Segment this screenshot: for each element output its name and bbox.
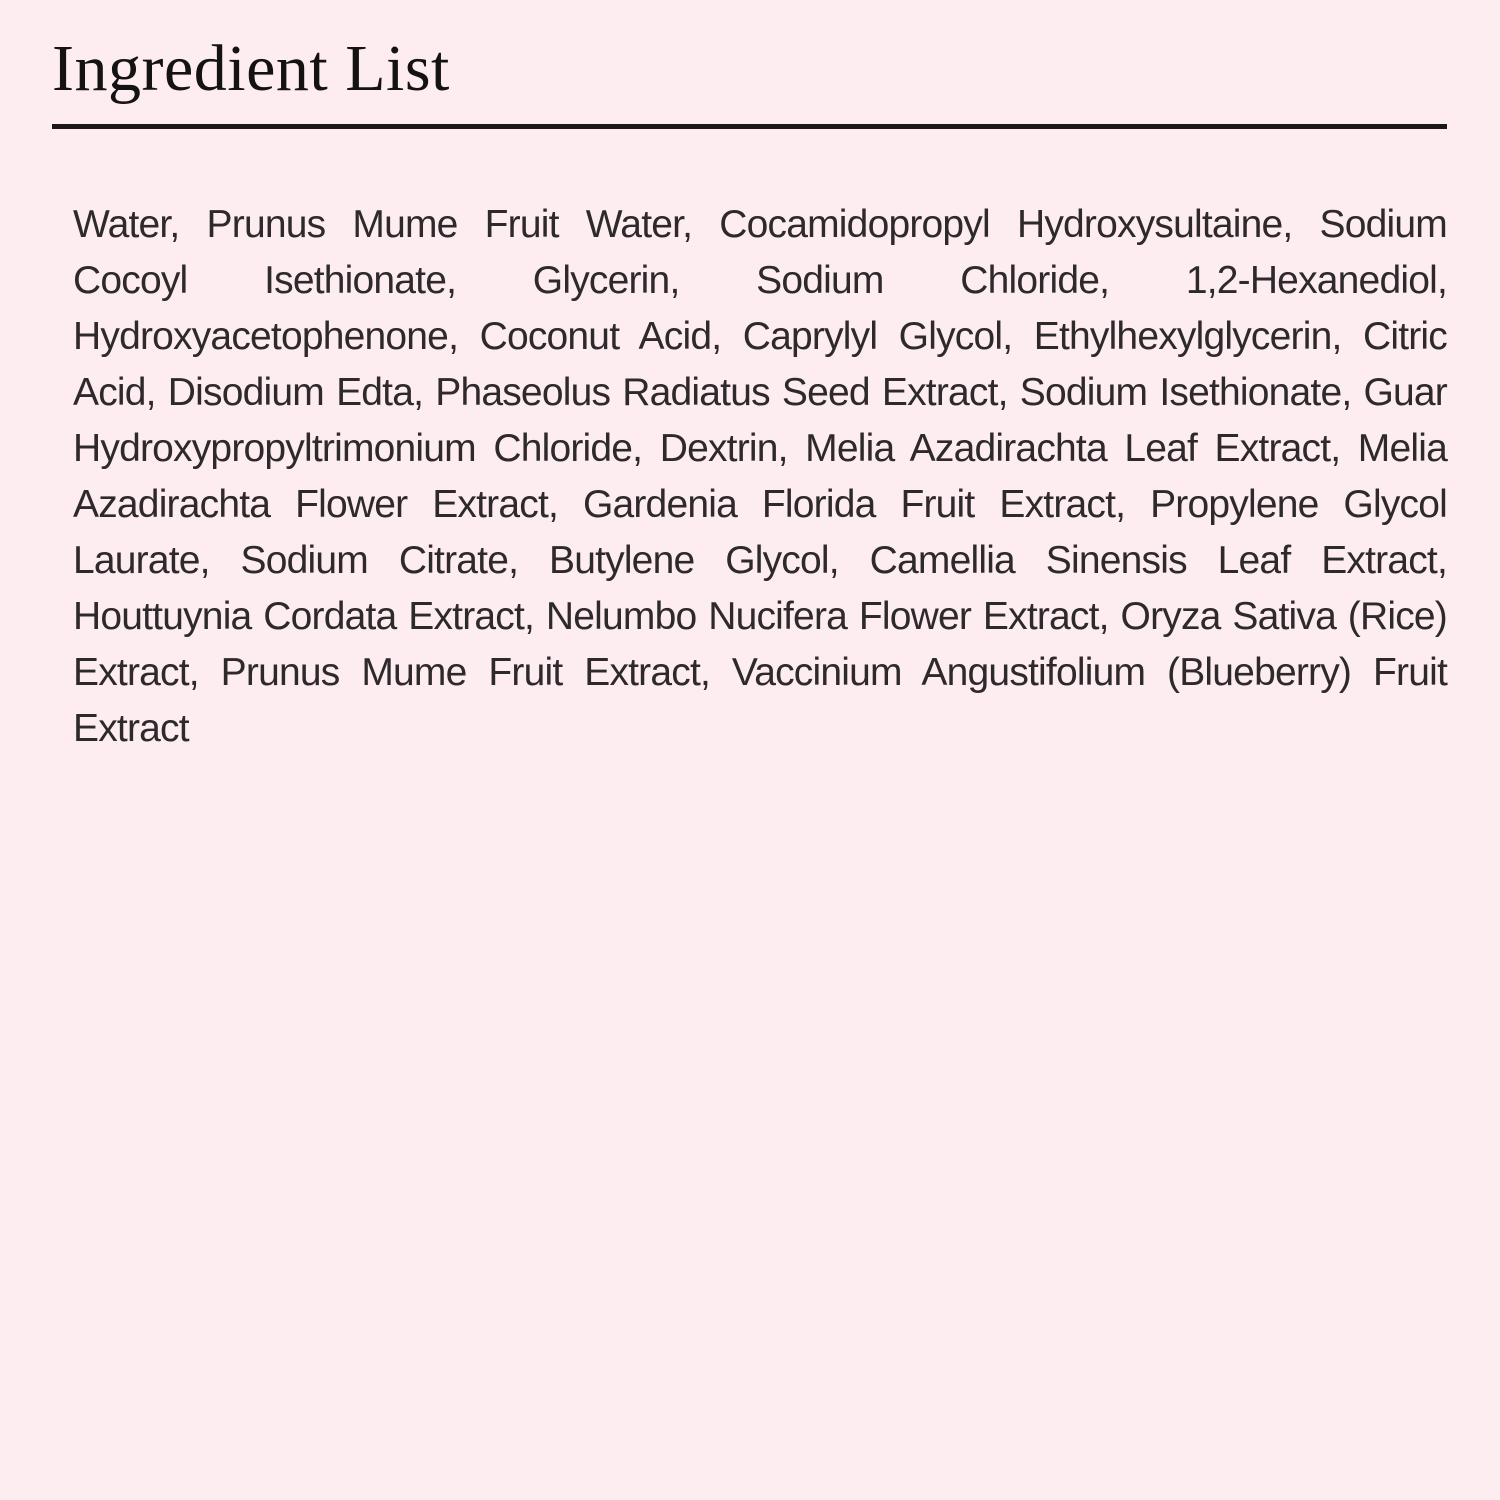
ingredients-paragraph: Water, Prunus Mume Fruit Water, Cocamidopropyl Hydroxysultaine, Sodium Cocoyl Isethionate, Glycerin, Sodium Chloride, 1,2-Hexanediol, Hydroxyacetophenone, Coconut Acid, Caprylyl Glycol, Ethylhexylglycerin, Citric Acid, Disodium Edta, Phaseolus Radiatus Seed Extract, Sodium Isethionate, Guar Hydroxypropyltrimonium Chloride, Dextrin, Melia Azadirachta Leaf Extract, Melia Azadirachta Flower Extract, Gardenia Florida Fruit Extract, Propylene Glycol Laurate, Sodium Citrate, Butylene Glycol, Camellia Sinensis Leaf Extract, Houttuynia Cordata Extract, Nelumbo Nucifera Flower Extract, Oryza Sativa (Rice) Extract, Prunus Mume Fruit Extract, Vaccinium Angustifolium (Blueberry) Fruit Extract (73, 202, 1447, 750)
title-divider (52, 124, 1447, 129)
page-title: Ingredient List (52, 32, 450, 105)
